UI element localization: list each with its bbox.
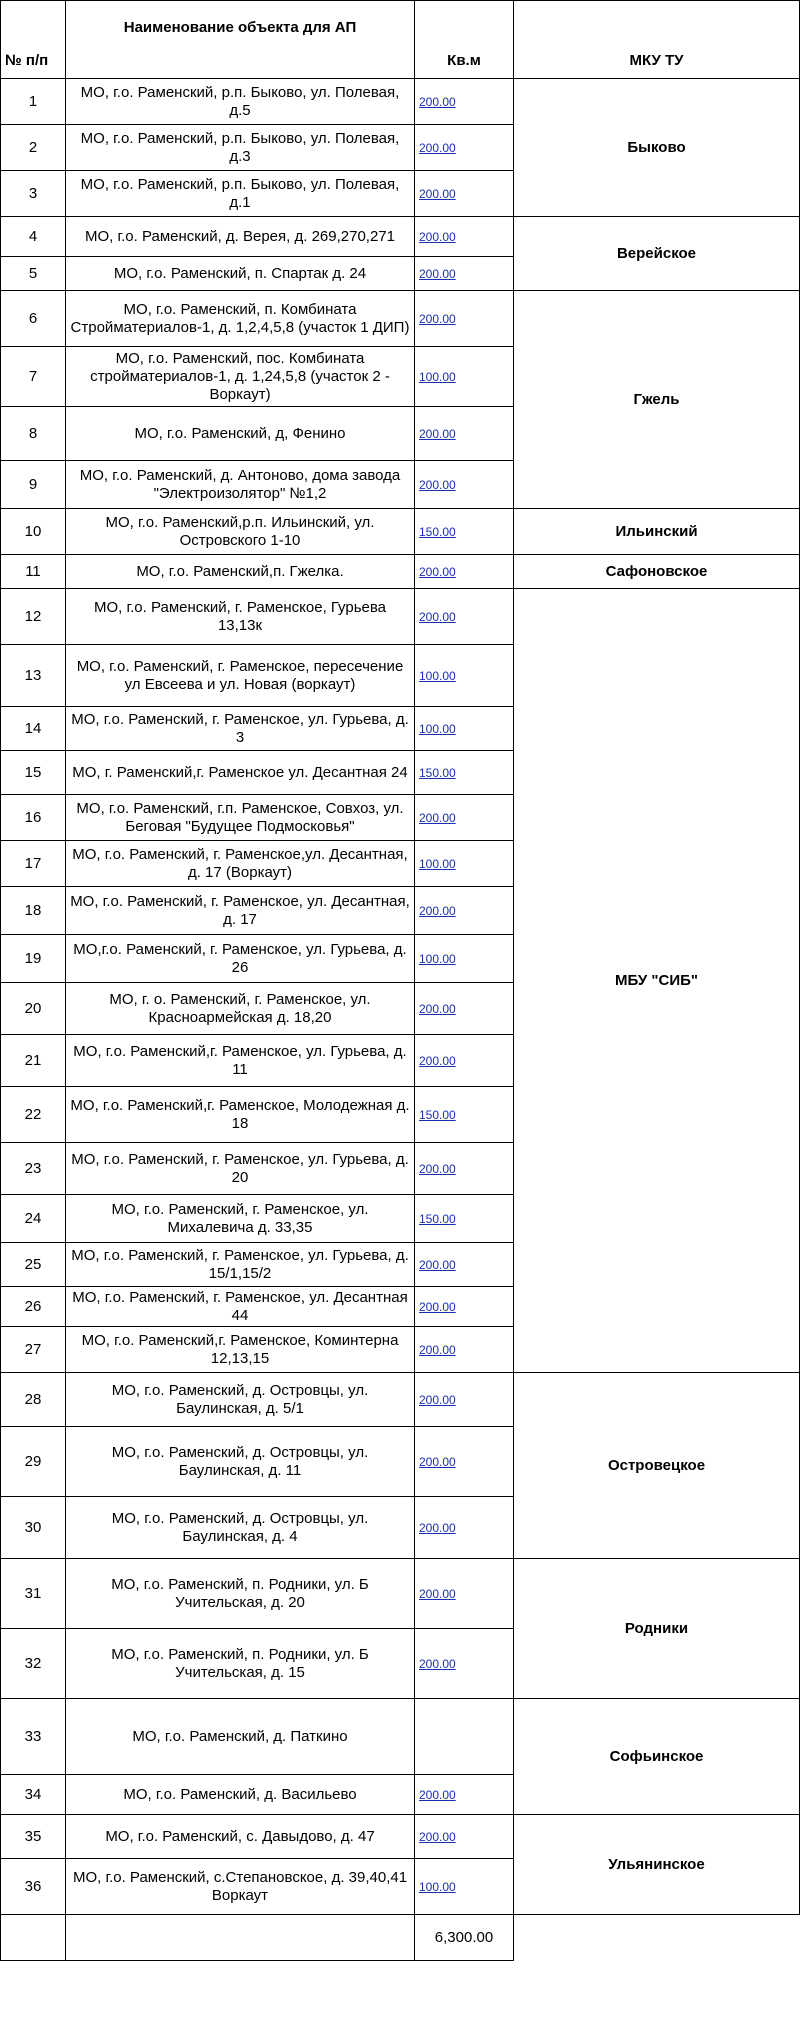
area-link[interactable]: 200.00 — [419, 1520, 456, 1535]
table-row — [1, 589, 800, 645]
area-link[interactable]: 150.00 — [419, 1211, 456, 1226]
object-address: МО, г.о. Раменский, г. Раменское, ул. Десантная 44 — [66, 1287, 415, 1327]
area-link[interactable]: 200.00 — [419, 609, 456, 624]
row-number: 21 — [1, 1035, 66, 1087]
table-row — [1, 79, 800, 125]
object-address: МО, г.о. Раменский, д. Островцы, ул. Баулинская, д. 5/1 — [66, 1373, 415, 1427]
area-cell — [415, 935, 514, 983]
area-cell — [415, 1629, 514, 1699]
object-address: МО, г.о. Раменский, д. Антоново, дома завода "Электроизолятор" №1,2 — [66, 461, 415, 509]
row-number: 1 — [1, 79, 66, 125]
row-number: 2 — [1, 125, 66, 171]
object-address: МО, г.о. Раменский, п. Спартак д. 24 — [66, 257, 415, 291]
object-address: МО, г.о. Раменский, г. Раменское, ул. Гурьева, д. 15/1,15/2 — [66, 1243, 415, 1287]
area-link[interactable]: 200.00 — [419, 266, 456, 281]
area-cell — [415, 555, 514, 589]
area-cell — [415, 1559, 514, 1629]
row-number: 22 — [1, 1087, 66, 1143]
row-number: 32 — [1, 1629, 66, 1699]
area-cell — [415, 1243, 514, 1287]
area-link[interactable]: 200.00 — [419, 903, 456, 918]
area-cell — [415, 589, 514, 645]
object-address: МО, г.о. Раменский, д. Островцы, ул. Баулинская, д. 4 — [66, 1497, 415, 1559]
area-link[interactable]: 100.00 — [419, 1879, 456, 1894]
area-link[interactable]: 100.00 — [419, 369, 456, 384]
area-cell — [415, 795, 514, 841]
row-number: 9 — [1, 461, 66, 509]
area-cell — [415, 257, 514, 291]
object-address: МО, г.о. Раменский, д, Фенино — [66, 407, 415, 461]
mku-group: Быково — [514, 79, 800, 217]
mku-group: Верейское — [514, 217, 800, 291]
row-number: 33 — [1, 1699, 66, 1775]
table-row — [1, 1815, 800, 1859]
row-number: 18 — [1, 887, 66, 935]
area-link[interactable]: 200.00 — [419, 229, 456, 244]
area-cell — [415, 983, 514, 1035]
row-number: 14 — [1, 707, 66, 751]
row-number: 34 — [1, 1775, 66, 1815]
empty-cell — [66, 1915, 415, 1961]
object-address: МО, г.о. Раменский, г. Раменское, Гурьева 13,13к — [66, 589, 415, 645]
area-cell — [415, 171, 514, 217]
area-cell — [415, 1497, 514, 1559]
row-number: 25 — [1, 1243, 66, 1287]
area-link[interactable]: 200.00 — [419, 477, 456, 492]
table-row — [1, 555, 800, 589]
mku-group: Ильинский — [514, 509, 800, 555]
row-number: 20 — [1, 983, 66, 1035]
row-number: 12 — [1, 589, 66, 645]
object-address: МО, г.о. Раменский,г. Раменское, ул. Гурьева, д. 11 — [66, 1035, 415, 1087]
header-name: Наименование объекта для АП — [66, 1, 415, 79]
mku-group: Родники — [514, 1559, 800, 1699]
object-address: МО, г.о. Раменский, д. Островцы, ул. Баулинская, д. 11 — [66, 1427, 415, 1497]
area-link[interactable]: 150.00 — [419, 1107, 456, 1122]
area-link[interactable]: 150.00 — [419, 524, 456, 539]
object-address: МО, г.о. Раменский,р.п. Ильинский, ул. Островского 1-10 — [66, 509, 415, 555]
area-cell — [415, 1775, 514, 1815]
row-number: 8 — [1, 407, 66, 461]
area-link[interactable]: 200.00 — [419, 186, 456, 201]
object-address: МО, г. Раменский,г. Раменское ул. Десантная 24 — [66, 751, 415, 795]
row-number: 10 — [1, 509, 66, 555]
area-link[interactable]: 200.00 — [419, 94, 456, 109]
header-mku: МКУ ТУ — [514, 1, 800, 79]
row-number: 27 — [1, 1327, 66, 1373]
area-link[interactable]: 200.00 — [419, 311, 456, 326]
object-address: МО,г.о. Раменский, г. Раменское, ул. Гурьева, д. 26 — [66, 935, 415, 983]
area-cell — [415, 217, 514, 257]
area-link[interactable]: 200.00 — [419, 1829, 456, 1844]
row-number: 31 — [1, 1559, 66, 1629]
row-number: 29 — [1, 1427, 66, 1497]
row-number: 36 — [1, 1859, 66, 1915]
area-link[interactable]: 200.00 — [419, 426, 456, 441]
row-number: 16 — [1, 795, 66, 841]
object-address: МО, г.о. Раменский, р.п. Быково, ул. Полевая, д.3 — [66, 125, 415, 171]
area-cell — [415, 1373, 514, 1427]
area-cell — [415, 125, 514, 171]
area-link[interactable]: 200.00 — [419, 1586, 456, 1601]
area-cell — [415, 79, 514, 125]
row-number: 23 — [1, 1143, 66, 1195]
table-body — [1, 79, 800, 1961]
empty-cell — [514, 1915, 800, 1961]
area-link[interactable]: 200.00 — [419, 1161, 456, 1176]
row-number: 6 — [1, 291, 66, 347]
object-address: МО, г.о. Раменский, с. Давыдово, д. 47 — [66, 1815, 415, 1859]
area-cell — [415, 1427, 514, 1497]
object-address: МО, г.о. Раменский, п. Родники, ул. Б Учительская, д. 15 — [66, 1629, 415, 1699]
area-cell — [415, 291, 514, 347]
area-cell — [415, 347, 514, 407]
row-number: 26 — [1, 1287, 66, 1327]
row-number: 15 — [1, 751, 66, 795]
area-cell — [415, 751, 514, 795]
table-row — [1, 217, 800, 257]
area-link[interactable]: 200.00 — [419, 1001, 456, 1016]
area-link[interactable]: 200.00 — [419, 1257, 456, 1272]
area-cell — [415, 1699, 514, 1775]
area-cell — [415, 509, 514, 555]
row-number: 7 — [1, 347, 66, 407]
object-address: МО, г.о. Раменский, д. Паткино — [66, 1699, 415, 1775]
object-address: МО, г.о. Раменский, п. Родники, ул. Б Учительская, д. 20 — [66, 1559, 415, 1629]
mku-group: Гжель — [514, 291, 800, 509]
mku-group: Софьинское — [514, 1699, 800, 1815]
area-cell — [415, 407, 514, 461]
area-link[interactable]: 200.00 — [419, 1392, 456, 1407]
area-link[interactable]: 200.00 — [419, 1656, 456, 1671]
table-row — [1, 291, 800, 347]
total-area: 6,300.00 — [415, 1915, 514, 1961]
mku-group: Сафоновское — [514, 555, 800, 589]
mku-group: Ульянинское — [514, 1815, 800, 1915]
object-address: МО, г.о. Раменский,п. Гжелка. — [66, 555, 415, 589]
object-address: МО, г. о. Раменский, г. Раменское, ул. Красноармейская д. 18,20 — [66, 983, 415, 1035]
area-cell — [415, 841, 514, 887]
object-address: МО, г.о. Раменский,г. Раменское, Коминтерна 12,13,15 — [66, 1327, 415, 1373]
row-number: 35 — [1, 1815, 66, 1859]
area-cell — [415, 1327, 514, 1373]
object-address: МО, г.о. Раменский, п. Комбината Стройматериалов-1, д. 1,2,4,5,8 (участок 1 ДИП) — [66, 291, 415, 347]
object-address: МО, г.о. Раменский, г. Раменское, пересечение ул Евсеева и ул. Новая (воркаут) — [66, 645, 415, 707]
area-cell — [415, 1143, 514, 1195]
table-row — [1, 1373, 800, 1427]
area-link[interactable]: 100.00 — [419, 721, 456, 736]
area-cell — [415, 1815, 514, 1859]
area-link[interactable]: 200.00 — [419, 564, 456, 579]
area-link[interactable]: 200.00 — [419, 1053, 456, 1068]
row-number: 5 — [1, 257, 66, 291]
object-address: МО, г.о. Раменский, д. Верея, д. 269,270,271 — [66, 217, 415, 257]
row-number: 13 — [1, 645, 66, 707]
row-number: 28 — [1, 1373, 66, 1427]
area-link[interactable]: 100.00 — [419, 668, 456, 683]
area-cell — [415, 645, 514, 707]
area-cell — [415, 1195, 514, 1243]
area-link[interactable]: 200.00 — [419, 1787, 456, 1802]
object-address: МО, г.о. Раменский, р.п. Быково, ул. Полевая, д.5 — [66, 79, 415, 125]
table-row — [1, 1699, 800, 1775]
object-address: МО, г.о. Раменский, г. Раменское, ул. Гурьева, д. 20 — [66, 1143, 415, 1195]
area-link[interactable]: 200.00 — [419, 1454, 456, 1469]
area-cell — [415, 1859, 514, 1915]
area-link[interactable]: 100.00 — [419, 951, 456, 966]
object-address: МО, г.о. Раменский, г. Раменское, ул. Михалевича д. 33,35 — [66, 1195, 415, 1243]
row-number: 17 — [1, 841, 66, 887]
object-address: МО, г.о. Раменский, с.Степановское, д. 39,40,41 Воркаут — [66, 1859, 415, 1915]
row-number: 4 — [1, 217, 66, 257]
row-number: 19 — [1, 935, 66, 983]
object-address: МО, г.о. Раменский, пос. Комбината стройматериалов-1, д. 1,24,5,8 (участок 2 - Воркаут) — [66, 347, 415, 407]
area-link[interactable]: 150.00 — [419, 765, 456, 780]
row-number: 30 — [1, 1497, 66, 1559]
area-link[interactable]: 200.00 — [419, 1342, 456, 1357]
object-address: МО, г.о. Раменский,г. Раменское, Молодежная д. 18 — [66, 1087, 415, 1143]
area-cell — [415, 461, 514, 509]
area-link[interactable]: 200.00 — [419, 140, 456, 155]
area-link[interactable]: 200.00 — [419, 810, 456, 825]
area-cell — [415, 1035, 514, 1087]
row-number: 11 — [1, 555, 66, 589]
area-cell — [415, 887, 514, 935]
header-area: Кв.м — [415, 1, 514, 79]
table-row — [1, 509, 800, 555]
area-cell — [415, 707, 514, 751]
object-address: МО, г.о. Раменский, д. Васильево — [66, 1775, 415, 1815]
table-row — [1, 1559, 800, 1629]
mku-group: Островецкое — [514, 1373, 800, 1559]
object-address: МО, г.о. Раменский, г. Раменское, ул. Гурьева, д. 3 — [66, 707, 415, 751]
area-link[interactable]: 200.00 — [419, 1299, 456, 1314]
object-address: МО, г.о. Раменский, р.п. Быково, ул. Полевая, д.1 — [66, 171, 415, 217]
total-row — [1, 1915, 800, 1961]
area-cell — [415, 1087, 514, 1143]
area-cell — [415, 1287, 514, 1327]
header-num: № п/п — [1, 1, 66, 79]
empty-cell — [1, 1915, 66, 1961]
object-address: МО, г.о. Раменский, г. Раменское,ул. Десантная, д. 17 (Воркаут) — [66, 841, 415, 887]
object-address: МО, г.о. Раменский, г. Раменское, ул. Десантная, д. 17 — [66, 887, 415, 935]
row-number: 3 — [1, 171, 66, 217]
mku-group: МБУ "СИБ" — [514, 589, 800, 1373]
area-link[interactable]: 100.00 — [419, 856, 456, 871]
object-address: МО, г.о. Раменский, г.п. Раменское, Совхоз, ул. Беговая "Будущее Подмосковья" — [66, 795, 415, 841]
table-header-row — [1, 1, 800, 79]
row-number: 24 — [1, 1195, 66, 1243]
